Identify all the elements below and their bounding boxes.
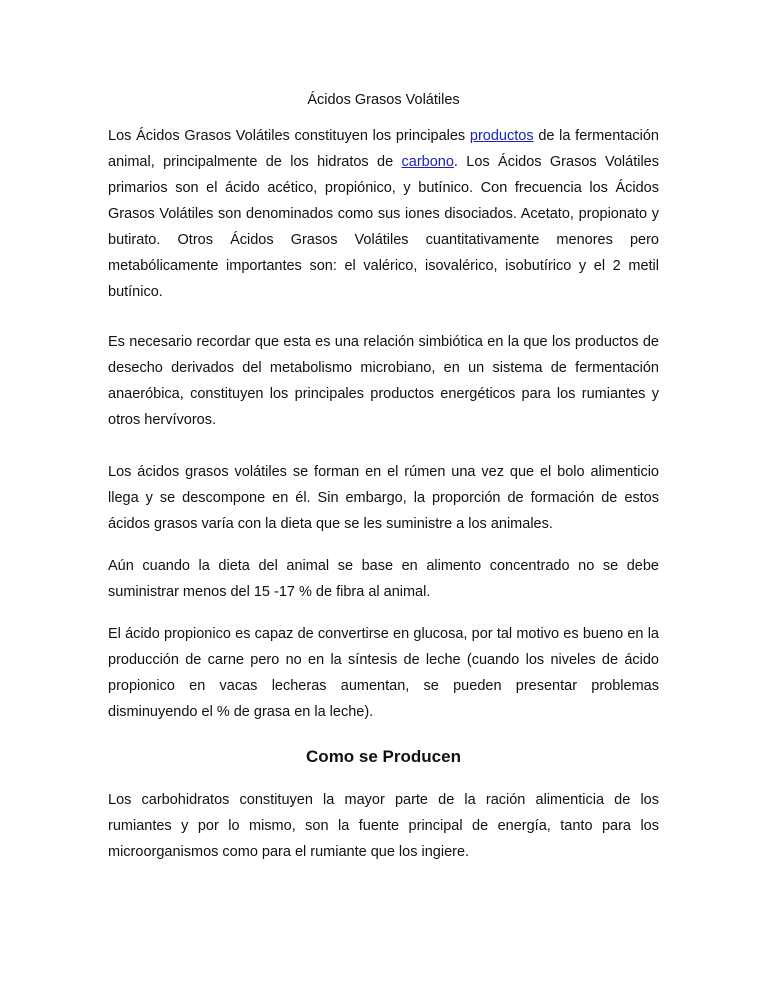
section-heading: Como se Producen <box>306 747 461 766</box>
paragraph-fiber: Aún cuando la dieta del animal se base en alimento concentrado no se debe suministrar menos del 15 -17 % de fibra al animal. <box>108 558 659 600</box>
intro-text-1: Los Ácidos Grasos Volátiles constituyen los principales <box>108 128 470 144</box>
intro-text-3: . Los Ácidos Grasos Volátiles primarios son el ácido acético, propiónico, y butínico. Con frecuencia los Ácidos Grasos Volátiles son denominados como sus iones disociados. Acetato, propionato y butirato. Otros Ácidos Grasos Volátiles cuantitativamente menores pero metabólicamente importantes son: el valérico, isovalérico, isobutírico y el 2 metil butínico. <box>108 154 659 300</box>
productos-link[interactable]: productos <box>469 128 534 144</box>
intro-text-2: de la fermentación animal, principalmente de los hidratos de <box>108 128 659 170</box>
paragraph-propionic: El ácido propionico es capaz de convertirse en glucosa, por tal motivo es bueno en la producción de carne pero no en la síntesis de leche (cuando los niveles de ácido propionico en vacas lecheras aumentan, se pueden presentar problemas disminuyendo el % de grasa en la leche). <box>108 626 659 720</box>
document-title: Ácidos Grasos Volátiles <box>307 92 460 108</box>
paragraph-symbiosis: Es necesario recordar que esta es una relación simbiótica en la que los productos de desecho derivados del metabolismo microbiano, en un sistema de fermentación anaeróbica, constituyen los principales productos energéticos para los rumiantes y otros hervívoros. <box>108 334 659 428</box>
paragraph-formation: Los ácidos grasos volátiles se forman en el rúmen una vez que el bolo alimenticio llega y se descompone en él. Sin embargo, la proporción de formación de estos ácidos grasos varía con la dieta que se les suministre a los animales. <box>108 464 659 532</box>
intro-paragraph <box>108 123 659 305</box>
section-paragraph: Los carbohidratos constituyen la mayor parte de la ración alimenticia de los rumiantes y por lo mismo, son la fuente principal de energía, tanto para los microorganismos como para el rumiante que los ingiere. <box>108 792 659 860</box>
carbono-link[interactable]: carbono <box>401 154 454 170</box>
